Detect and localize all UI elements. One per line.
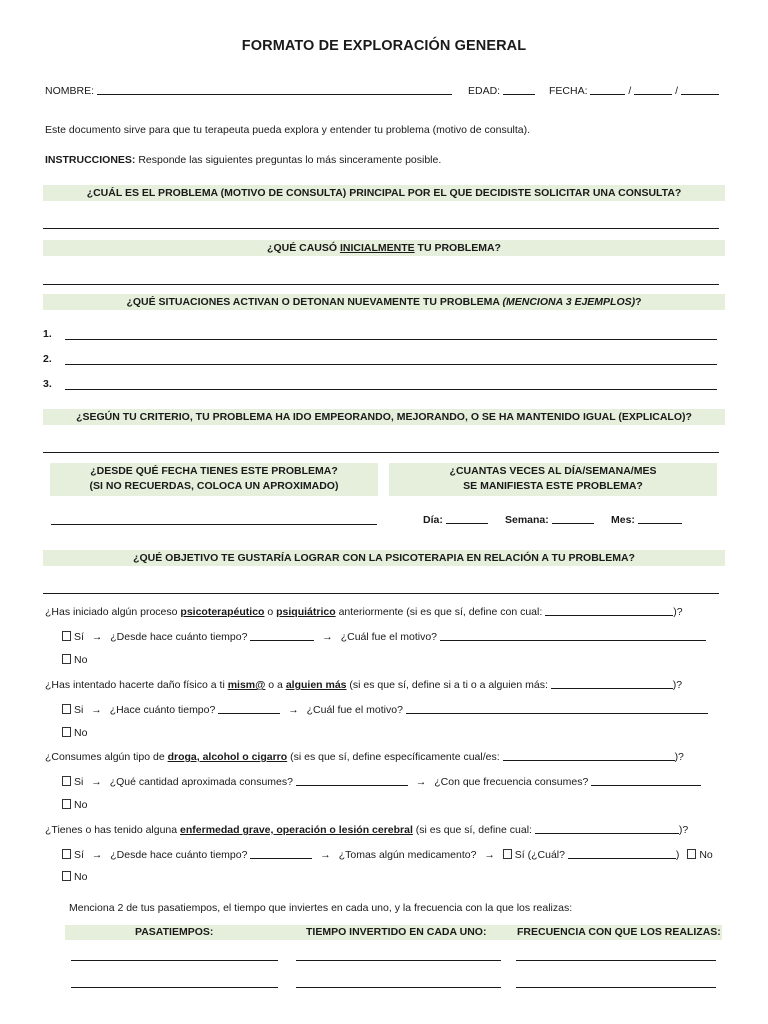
s2-u2: alguien más bbox=[285, 679, 347, 691]
s1-no-label: No bbox=[74, 654, 88, 666]
s4-no-checkbox[interactable] bbox=[62, 871, 71, 881]
example-number: 2. bbox=[43, 353, 52, 365]
s1-define-field[interactable] bbox=[545, 605, 673, 616]
q5-line1: ¿DESDE QUÉ FECHA TIENES ESTE PROBLEMA? bbox=[90, 465, 338, 477]
edad-group bbox=[468, 84, 535, 97]
s3-amount-label: ¿Qué cantidad aproximada consumes? bbox=[109, 776, 293, 788]
example-number: 3. bbox=[43, 378, 52, 390]
s2-a: ¿Has intentado hacerte daño físico a ti bbox=[45, 679, 228, 691]
edad-label: EDAD: bbox=[468, 85, 501, 97]
answer-line-q7[interactable] bbox=[43, 593, 719, 594]
example-row-1[interactable] bbox=[43, 328, 52, 340]
s1-no-checkbox[interactable] bbox=[62, 654, 71, 664]
s4-si-row bbox=[62, 848, 713, 861]
freq-dia-field[interactable] bbox=[446, 513, 488, 524]
s1-a: ¿Has iniciado algún proceso bbox=[45, 606, 181, 618]
s2-define-field[interactable] bbox=[551, 678, 673, 689]
hobbies-col-frecuencia: FRECUENCIA CON QUE LOS REALIZAS: bbox=[517, 926, 721, 938]
example-row-3[interactable] bbox=[43, 378, 52, 390]
question-situaciones bbox=[43, 294, 725, 310]
s3-no-label: No bbox=[74, 799, 88, 811]
hobbies-col-pasatiempos: PASATIEMPOS: bbox=[135, 926, 214, 938]
s1-reason-label: ¿Cuál fue el motivo? bbox=[340, 631, 437, 643]
q3-post: ? bbox=[635, 296, 642, 308]
freq-dia bbox=[423, 513, 488, 526]
s2-no-checkbox[interactable] bbox=[62, 727, 71, 737]
fecha-month-field[interactable] bbox=[634, 84, 672, 95]
s3-freq-label: ¿Con que frecuencia consumes? bbox=[434, 776, 589, 788]
intro-text: Este documento sirve para que tu terapeuta pueda explora y entender tu problema (motivo de consulta). bbox=[45, 124, 531, 136]
s4-define-field[interactable] bbox=[535, 823, 679, 834]
q6-line2: SE MANIFIESTA ESTE PROBLEMA? bbox=[463, 480, 643, 492]
example-row-2[interactable] bbox=[43, 353, 52, 365]
hobby-2-time-field[interactable] bbox=[296, 987, 501, 988]
s4-no-inline-label: No bbox=[699, 849, 713, 861]
answer-line-q2[interactable] bbox=[43, 284, 719, 285]
question-enfermedad bbox=[45, 823, 688, 836]
s1-reason-field[interactable] bbox=[440, 630, 706, 641]
s1-u1: psicoterapéutico bbox=[180, 606, 265, 618]
s4-cual-checkbox[interactable] bbox=[503, 849, 512, 859]
fecha-group bbox=[549, 84, 719, 97]
header-row bbox=[45, 84, 452, 97]
answer-line-fecha-inicio[interactable] bbox=[51, 524, 377, 525]
s2-end: )? bbox=[672, 679, 683, 691]
arrow-icon: → bbox=[484, 849, 495, 861]
s2-time-field[interactable] bbox=[218, 703, 280, 714]
fecha-year-field[interactable] bbox=[681, 84, 719, 95]
s2-reason-label: ¿Cuál fue el motivo? bbox=[306, 704, 403, 716]
s4-cual-label: Sí (¿Cuál? bbox=[514, 849, 565, 861]
s2-reason-field[interactable] bbox=[406, 703, 708, 714]
question-frecuencia bbox=[389, 463, 717, 496]
q2-pre: ¿QUÉ CAUSÓ bbox=[267, 242, 340, 254]
s2-time-label: ¿Hace cuánto tiempo? bbox=[109, 704, 216, 716]
question-evolucion: ¿SEGÚN TU CRITERIO, TU PROBLEMA HA IDO EMPEORANDO, MEJORANDO, O SE HA MANTENIDO IGUAL (EXPLICALO)? bbox=[43, 409, 725, 425]
hobby-2-name-field[interactable] bbox=[71, 987, 278, 988]
freq-semana-field[interactable] bbox=[552, 513, 594, 524]
s3-a: ¿Consumes algún tipo de bbox=[45, 751, 168, 763]
instructions-label: INSTRUCCIONES: bbox=[45, 154, 136, 166]
question-causa-inicial bbox=[43, 240, 725, 256]
s1-no-row bbox=[62, 654, 87, 666]
s2-si-label: Si bbox=[74, 704, 84, 716]
arrow-icon: → bbox=[91, 704, 102, 716]
s1-u2: psiquiátrico bbox=[276, 606, 336, 618]
freq-semana bbox=[505, 513, 594, 526]
page-title: FORMATO DE EXPLORACIÓN GENERAL bbox=[241, 38, 527, 54]
hobby-1-name-field[interactable] bbox=[71, 960, 278, 961]
q2-underlined: INICIALMENTE bbox=[339, 242, 415, 254]
arrow-icon: → bbox=[320, 849, 331, 861]
s4-time-field[interactable] bbox=[250, 848, 312, 859]
hobby-1-freq-field[interactable] bbox=[516, 960, 716, 961]
s2-no-row bbox=[62, 727, 87, 739]
question-autolesion bbox=[45, 678, 682, 691]
fecha-day-field[interactable] bbox=[590, 84, 625, 95]
s4-no-label: No bbox=[74, 871, 88, 883]
s4-time-label: ¿Desde hace cuánto tiempo? bbox=[110, 849, 248, 861]
hobbies-header bbox=[65, 925, 722, 940]
s1-si-label: Sí bbox=[74, 631, 84, 643]
nombre-field[interactable] bbox=[97, 84, 452, 95]
fecha-label: FECHA: bbox=[549, 85, 588, 97]
hobbies-col-tiempo: TIEMPO INVERTIDO EN CADA UNO: bbox=[306, 926, 487, 938]
arrow-icon: → bbox=[415, 776, 427, 788]
q2-post: TU PROBLEMA? bbox=[414, 242, 501, 254]
s4-end: )? bbox=[678, 824, 689, 836]
instructions-text: Responde las siguientes preguntas lo más sinceramente posible. bbox=[138, 154, 442, 166]
s3-si-label: Si bbox=[74, 776, 84, 788]
question-fecha-inicio bbox=[50, 463, 378, 496]
q3-pre: ¿QUÉ SITUACIONES ACTIVAN O DETONAN NUEVAMENTE TU PROBLEMA bbox=[126, 296, 503, 308]
s2-b: o a bbox=[265, 679, 286, 691]
answer-line-q1[interactable] bbox=[43, 228, 719, 229]
s3-u1: droga, alcohol o cigarro bbox=[167, 751, 288, 763]
arrow-icon: → bbox=[288, 704, 299, 716]
s3-si-row bbox=[62, 775, 701, 788]
s3-amount-field[interactable] bbox=[296, 775, 408, 786]
s4-med-label: ¿Tomas algún medicamento? bbox=[338, 849, 477, 861]
instructions bbox=[45, 154, 441, 166]
question-consumo bbox=[45, 750, 684, 763]
s4-si-checkbox[interactable] bbox=[62, 849, 71, 859]
s4-u1: enfermedad grave, operación o lesión cerebral bbox=[180, 824, 413, 836]
s2-no-label: No bbox=[74, 727, 88, 739]
question-proceso-previo bbox=[45, 605, 683, 618]
question-motivo-consulta: ¿CUÁL ES EL PROBLEMA (MOTIVO DE CONSULTA) PRINCIPAL POR EL QUE DECIDISTE SOLICITAR UNA CONSULTA? bbox=[43, 185, 725, 201]
arrow-icon: → bbox=[91, 776, 102, 788]
example-number: 1. bbox=[43, 328, 52, 340]
s2-u1: mism@ bbox=[227, 679, 266, 691]
arrow-icon: → bbox=[322, 631, 333, 643]
q5-line2: (SI NO RECUERDAS, COLOCA UN APROXIMADO) bbox=[89, 480, 339, 492]
freq-semana-label: Semana: bbox=[505, 514, 549, 526]
s1-time-label: ¿Desde hace cuánto tiempo? bbox=[110, 631, 248, 643]
freq-mes bbox=[611, 513, 682, 526]
s1-si-row bbox=[62, 630, 706, 643]
s3-end: )? bbox=[674, 751, 684, 763]
question-objetivo: ¿QUÉ OBJETIVO TE GUSTARÍA LOGRAR CON LA PSICOTERAPIA EN RELACIÓN A TU PROBLEMA? bbox=[43, 550, 725, 566]
s3-si-checkbox[interactable] bbox=[62, 776, 71, 786]
edad-field[interactable] bbox=[503, 84, 535, 95]
s2-si-row bbox=[62, 703, 708, 716]
s4-si-label: Sí bbox=[74, 849, 84, 861]
fecha-sep: / bbox=[628, 85, 632, 97]
hobbies-intro: Menciona 2 de tus pasatiempos, el tiempo que inviertes en cada uno, y la frecuencia con la que los realizas: bbox=[69, 902, 573, 914]
s3-freq-field[interactable] bbox=[591, 775, 701, 786]
s3-c: (si es que sí, define específicamente cual/es: bbox=[287, 751, 500, 763]
fecha-sep: / bbox=[675, 85, 679, 97]
hobby-2-freq-field[interactable] bbox=[516, 987, 716, 988]
freq-mes-label: Mes: bbox=[611, 514, 635, 526]
s1-si-checkbox[interactable] bbox=[62, 631, 71, 641]
freq-mes-field[interactable] bbox=[638, 513, 682, 524]
s1-c: anteriormente (si es que sí, define con cual: bbox=[335, 606, 543, 618]
s4-c: (si es que sí, define cual: bbox=[412, 824, 532, 836]
s3-no-row bbox=[62, 799, 87, 811]
s1-time-field[interactable] bbox=[250, 630, 314, 641]
s4-a: ¿Tienes o has tenido alguna bbox=[45, 824, 181, 836]
answer-line-q4[interactable] bbox=[43, 452, 719, 453]
nombre-label: NOMBRE: bbox=[45, 85, 95, 97]
s2-c: (si es que sí, define si a ti o a alguien más: bbox=[346, 679, 548, 691]
s2-si-checkbox[interactable] bbox=[62, 704, 71, 714]
freq-dia-label: Día: bbox=[423, 514, 443, 526]
s4-close: ) bbox=[675, 849, 680, 861]
arrow-icon: → bbox=[91, 631, 103, 643]
s4-no-inline-checkbox[interactable] bbox=[687, 849, 696, 859]
s3-define-field[interactable] bbox=[503, 750, 675, 761]
s4-no-row bbox=[62, 871, 87, 883]
q6-line1: ¿CUANTAS VECES AL DÍA/SEMANA/MES bbox=[449, 465, 657, 477]
s1-b: o bbox=[264, 606, 277, 618]
q3-italic: (MENCIONA 3 EJEMPLOS) bbox=[502, 296, 636, 308]
s4-cual-field[interactable] bbox=[568, 848, 676, 859]
arrow-icon: → bbox=[91, 849, 103, 861]
s3-no-checkbox[interactable] bbox=[62, 799, 71, 809]
hobby-1-time-field[interactable] bbox=[296, 960, 501, 961]
s1-end: )? bbox=[673, 606, 683, 618]
